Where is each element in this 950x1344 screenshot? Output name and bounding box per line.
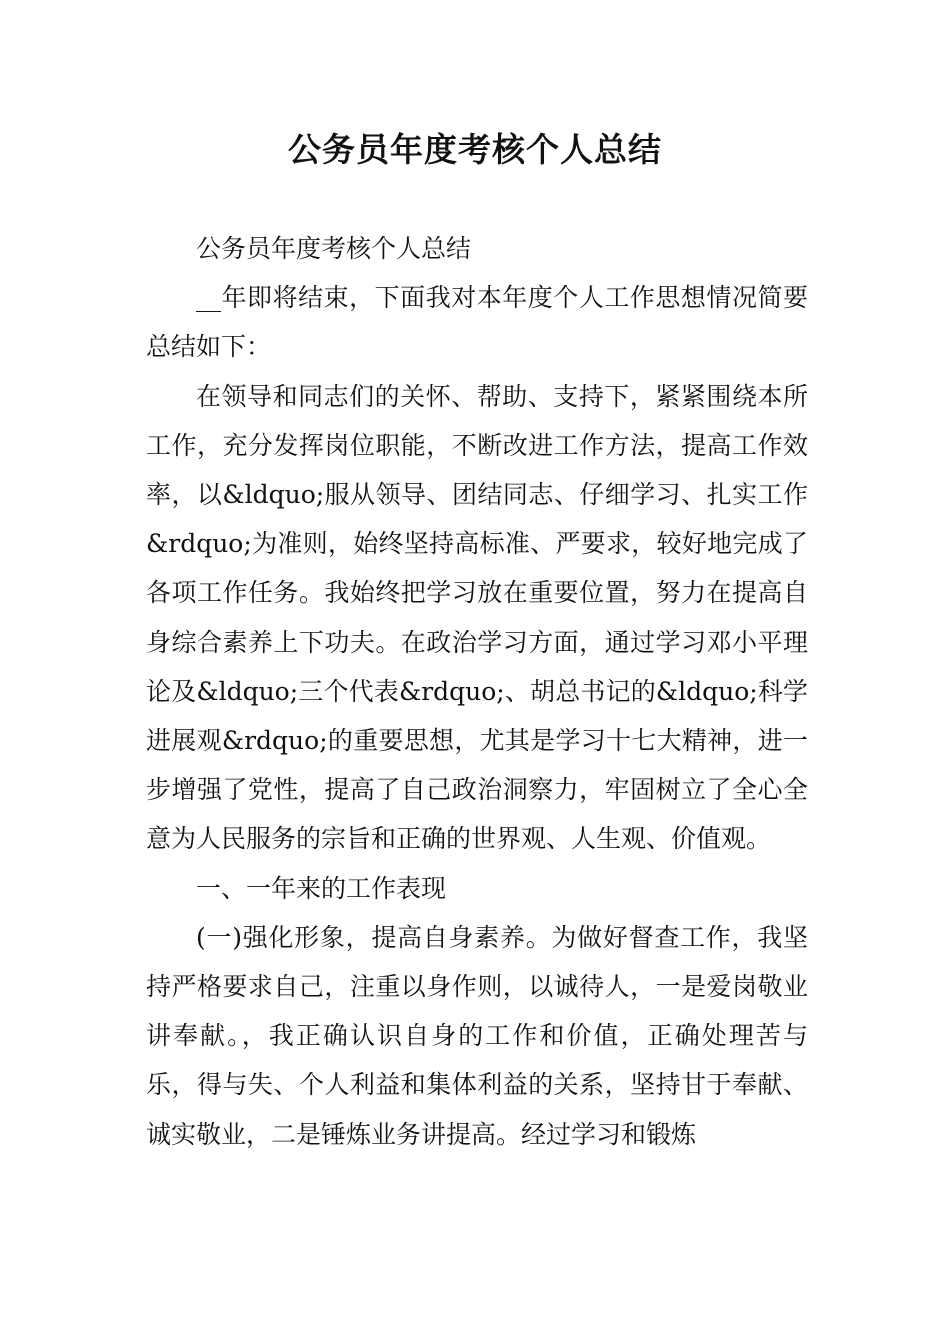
document-body (146, 224, 808, 1159)
section-heading-work-performance: 一、一年来的工作表现 (196, 873, 447, 903)
paragraph-overview: 在领导和同志们的关怀、帮助、支持下，紧紧围绕本所工作，充分发挥岗位职能，不断改进工作方法，提高工作效率，以&ldquo;服从领导、团结同志、仔细学习、扎实工作&rdquo;为准则，始终坚持高标准、严要求，较好地完成了各项工作任务。我始终把学习放在重要位置，努力在提高自身综合素养上下功夫。在政治学习方面，通过学习邓小平理论及&ldquo;三个代表&rdquo;、胡总书记的&ldquo;科学进展观&rdquo;的重要思想，尤其是学习十七大精神，进一步增强了党性，提高了自己政治洞察力，牢固树立了全心全意为人民服务的宗旨和正确的世界观、人生观、价值观。 (146, 381, 808, 854)
paragraph-heading-repeat: 公务员年度考核个人总结 (196, 234, 472, 263)
document-title: 公务员年度考核个人总结 (288, 130, 662, 169)
paragraph-image-quality: (一)强化形象，提高自身素养。为做好督查工作，我坚持严格要求自己，注重以身作则，以诚待人，一是爱岗敬业讲奉献。，我正确认识自身的工作和价值，正确处理苦与乐，得与失、个人利益和集体利益的关系，坚持甘于奉献、诚实敬业，二是锤炼业务讲提高。经过学习和锻炼 (146, 922, 808, 1149)
paragraph-intro: __年即将结束，下面我对本年度个人工作思想情况简要总结如下： (146, 283, 808, 362)
